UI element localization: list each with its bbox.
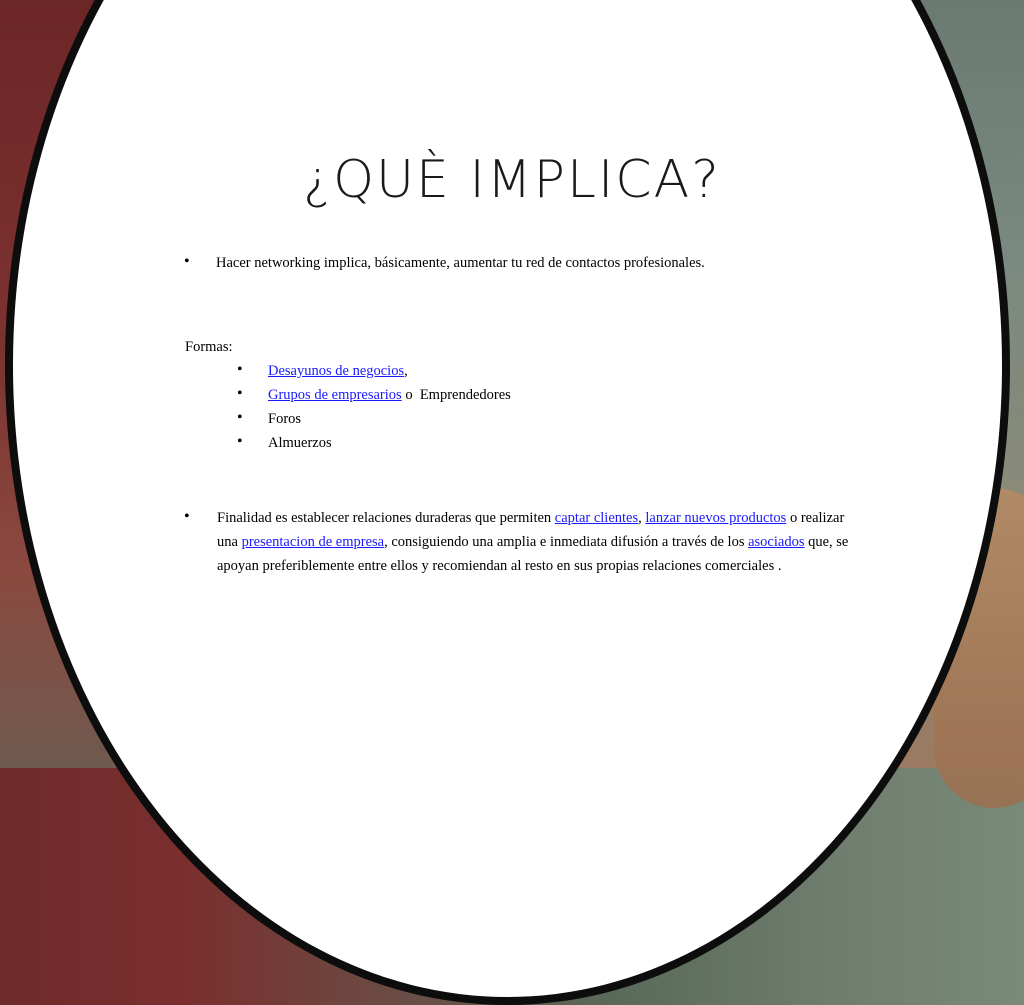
bullet-icon: • — [184, 508, 190, 525]
bullet-icon: • — [237, 385, 243, 402]
link-desayunos[interactable]: Desayunos de negocios — [268, 363, 405, 379]
slide-title: ¿QUÈ IMPLICA? — [303, 150, 721, 210]
forma-item-3: Foros — [268, 411, 302, 427]
bullet-text-1: Hacer networking implica, básicamente, aumentar tu red de contactos profesionales. — [216, 255, 705, 271]
forma-item-2: Grupos de empresarios o Emprendedores — [268, 387, 511, 403]
forma-item-1: Desayunos de negocios, — [268, 363, 408, 379]
bullet-icon: • — [237, 433, 243, 450]
link-captar-clientes[interactable]: captar clientes — [554, 510, 639, 526]
forma-item-4: Almuerzos — [268, 435, 332, 451]
bullet-icon: • — [184, 253, 190, 270]
link-lanzar-productos[interactable]: lanzar nuevos productos — [645, 510, 787, 526]
bullet-text-2: Finalidad es establecer relaciones duraderas que permiten captar clientes, lanzar nuevos productos o realizar una presentacion de empresa, consiguiendo una amplia e inmediata difusión a través de los asociados que, se apoyan preferiblemente entre ellos y recomiendan al resto en sus propias relaciones comerciales . — [217, 510, 849, 574]
link-presentacion-empresa[interactable]: presentacion de empresa — [241, 534, 385, 550]
bullet-icon: • — [237, 361, 243, 378]
link-grupos[interactable]: Grupos de empresarios — [268, 387, 402, 403]
link-asociados[interactable]: asociados — [748, 534, 805, 550]
bullet-icon: • — [237, 409, 243, 426]
formas-label: Formas: — [185, 339, 233, 355]
